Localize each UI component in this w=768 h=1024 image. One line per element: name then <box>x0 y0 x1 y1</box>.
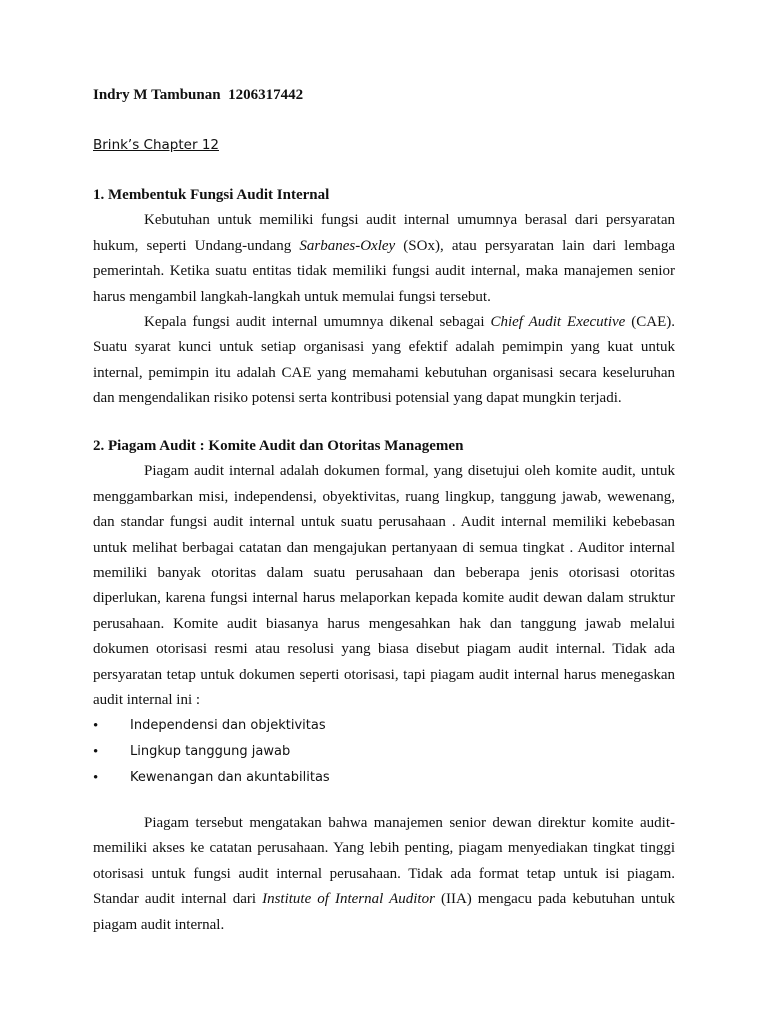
bullet-icon: • <box>93 718 99 735</box>
section-3-paragraph-1: Piagam tersebut mengatakan bahwa manajemen senior dewan direktur komite audit-memiliki akses ke catatan perusahaan. Yang lebih penting, piagam menyediakan tingkat tinggi otorisasi untuk fungsi audit internal perusahaan. Tidak ada format tetap untuk isi piagam. Standar audit internal dari Institute of Internal Auditor (IIA) mengacu pada kebutuhan untuk piagam audit internal. <box>93 815 676 933</box>
section-3 <box>93 811 675 938</box>
bullet-icon: • <box>93 770 99 787</box>
list-item: • Lingkup tanggung jawab <box>93 739 675 765</box>
section-2-paragraph-1: Piagam audit internal adalah dokumen formal, yang disetujui oleh komite audit, untuk menggambarkan misi, independensi, obyektivitas, ruang lingkup, tanggung jawab, wewenang, dan standar fungsi audit internal untuk suatu perusahaan . Audit internal memiliki kebebasan untuk melihat berbagai catatan dan mengajukan pertanyaan di semua tingkat . Auditor internal memiliki banyak otoritas dalam suatu perusahaan dan beberapa jenis otorisasi otoritas diperlukan, karena fungsi internal harus melaporkan kepada komite audit dewan dalam struktur perusahaan. Komite audit biasanya harus mengesahkan hak dan tanggung jawab melalui dokumen otorisasi resmi atau resolusi yang biasa disebut piagam audit internal. Tidak ada persyaratan tetap untuk dokumen seperti otorisasi, tapi piagam audit internal harus menegaskan audit internal ini : <box>93 463 675 709</box>
section-1-paragraph-1: Kebutuhan untuk memiliki fungsi audit internal umumnya berasal dari persyaratan hukum, seperti Undang-undang Sarbanes-Oxley (SOx), atau persyaratan lain dari lembaga pemerintah. Ketika suatu entitas tidak memiliki fungsi audit internal, maka manajemen senior harus mengambil langkah-langkah untuk memulai fungsi tersebut. <box>93 212 675 305</box>
section-2-heading: 2. Piagam Audit : Komite Audit dan Otoritas Managemen <box>93 438 464 454</box>
author-line <box>93 87 303 104</box>
section-1-paragraph-2: Kepala fungsi audit internal umumnya dikenal sebagai Chief Audit Executive (CAE). Suatu syarat kunci untuk setiap organisasi yang efektif adalah pemimpin yang kuat untuk internal, pemimpin itu adalah CAE yang memahami kebutuhan organisasi secara keseluruhan dan mengendalikan risiko potensi serta kontribusi potensial yang dapat mungkin terjadi. <box>93 314 676 407</box>
list-item: • Independensi dan objektivitas <box>93 713 675 739</box>
chapter-title: Brink’s Chapter 12 <box>93 137 219 153</box>
bullet-icon: • <box>93 744 99 761</box>
section-1-heading: 1. Membentuk Fungsi Audit Internal <box>93 187 330 203</box>
author-name: Indry M Tambunan <box>93 87 221 103</box>
section-1 <box>93 183 675 412</box>
section-2 <box>93 434 675 791</box>
list-item: • Kewenangan dan akuntabilitas <box>93 765 675 791</box>
charter-bullet-list <box>93 713 675 791</box>
student-id: 1206317442 <box>228 87 304 103</box>
